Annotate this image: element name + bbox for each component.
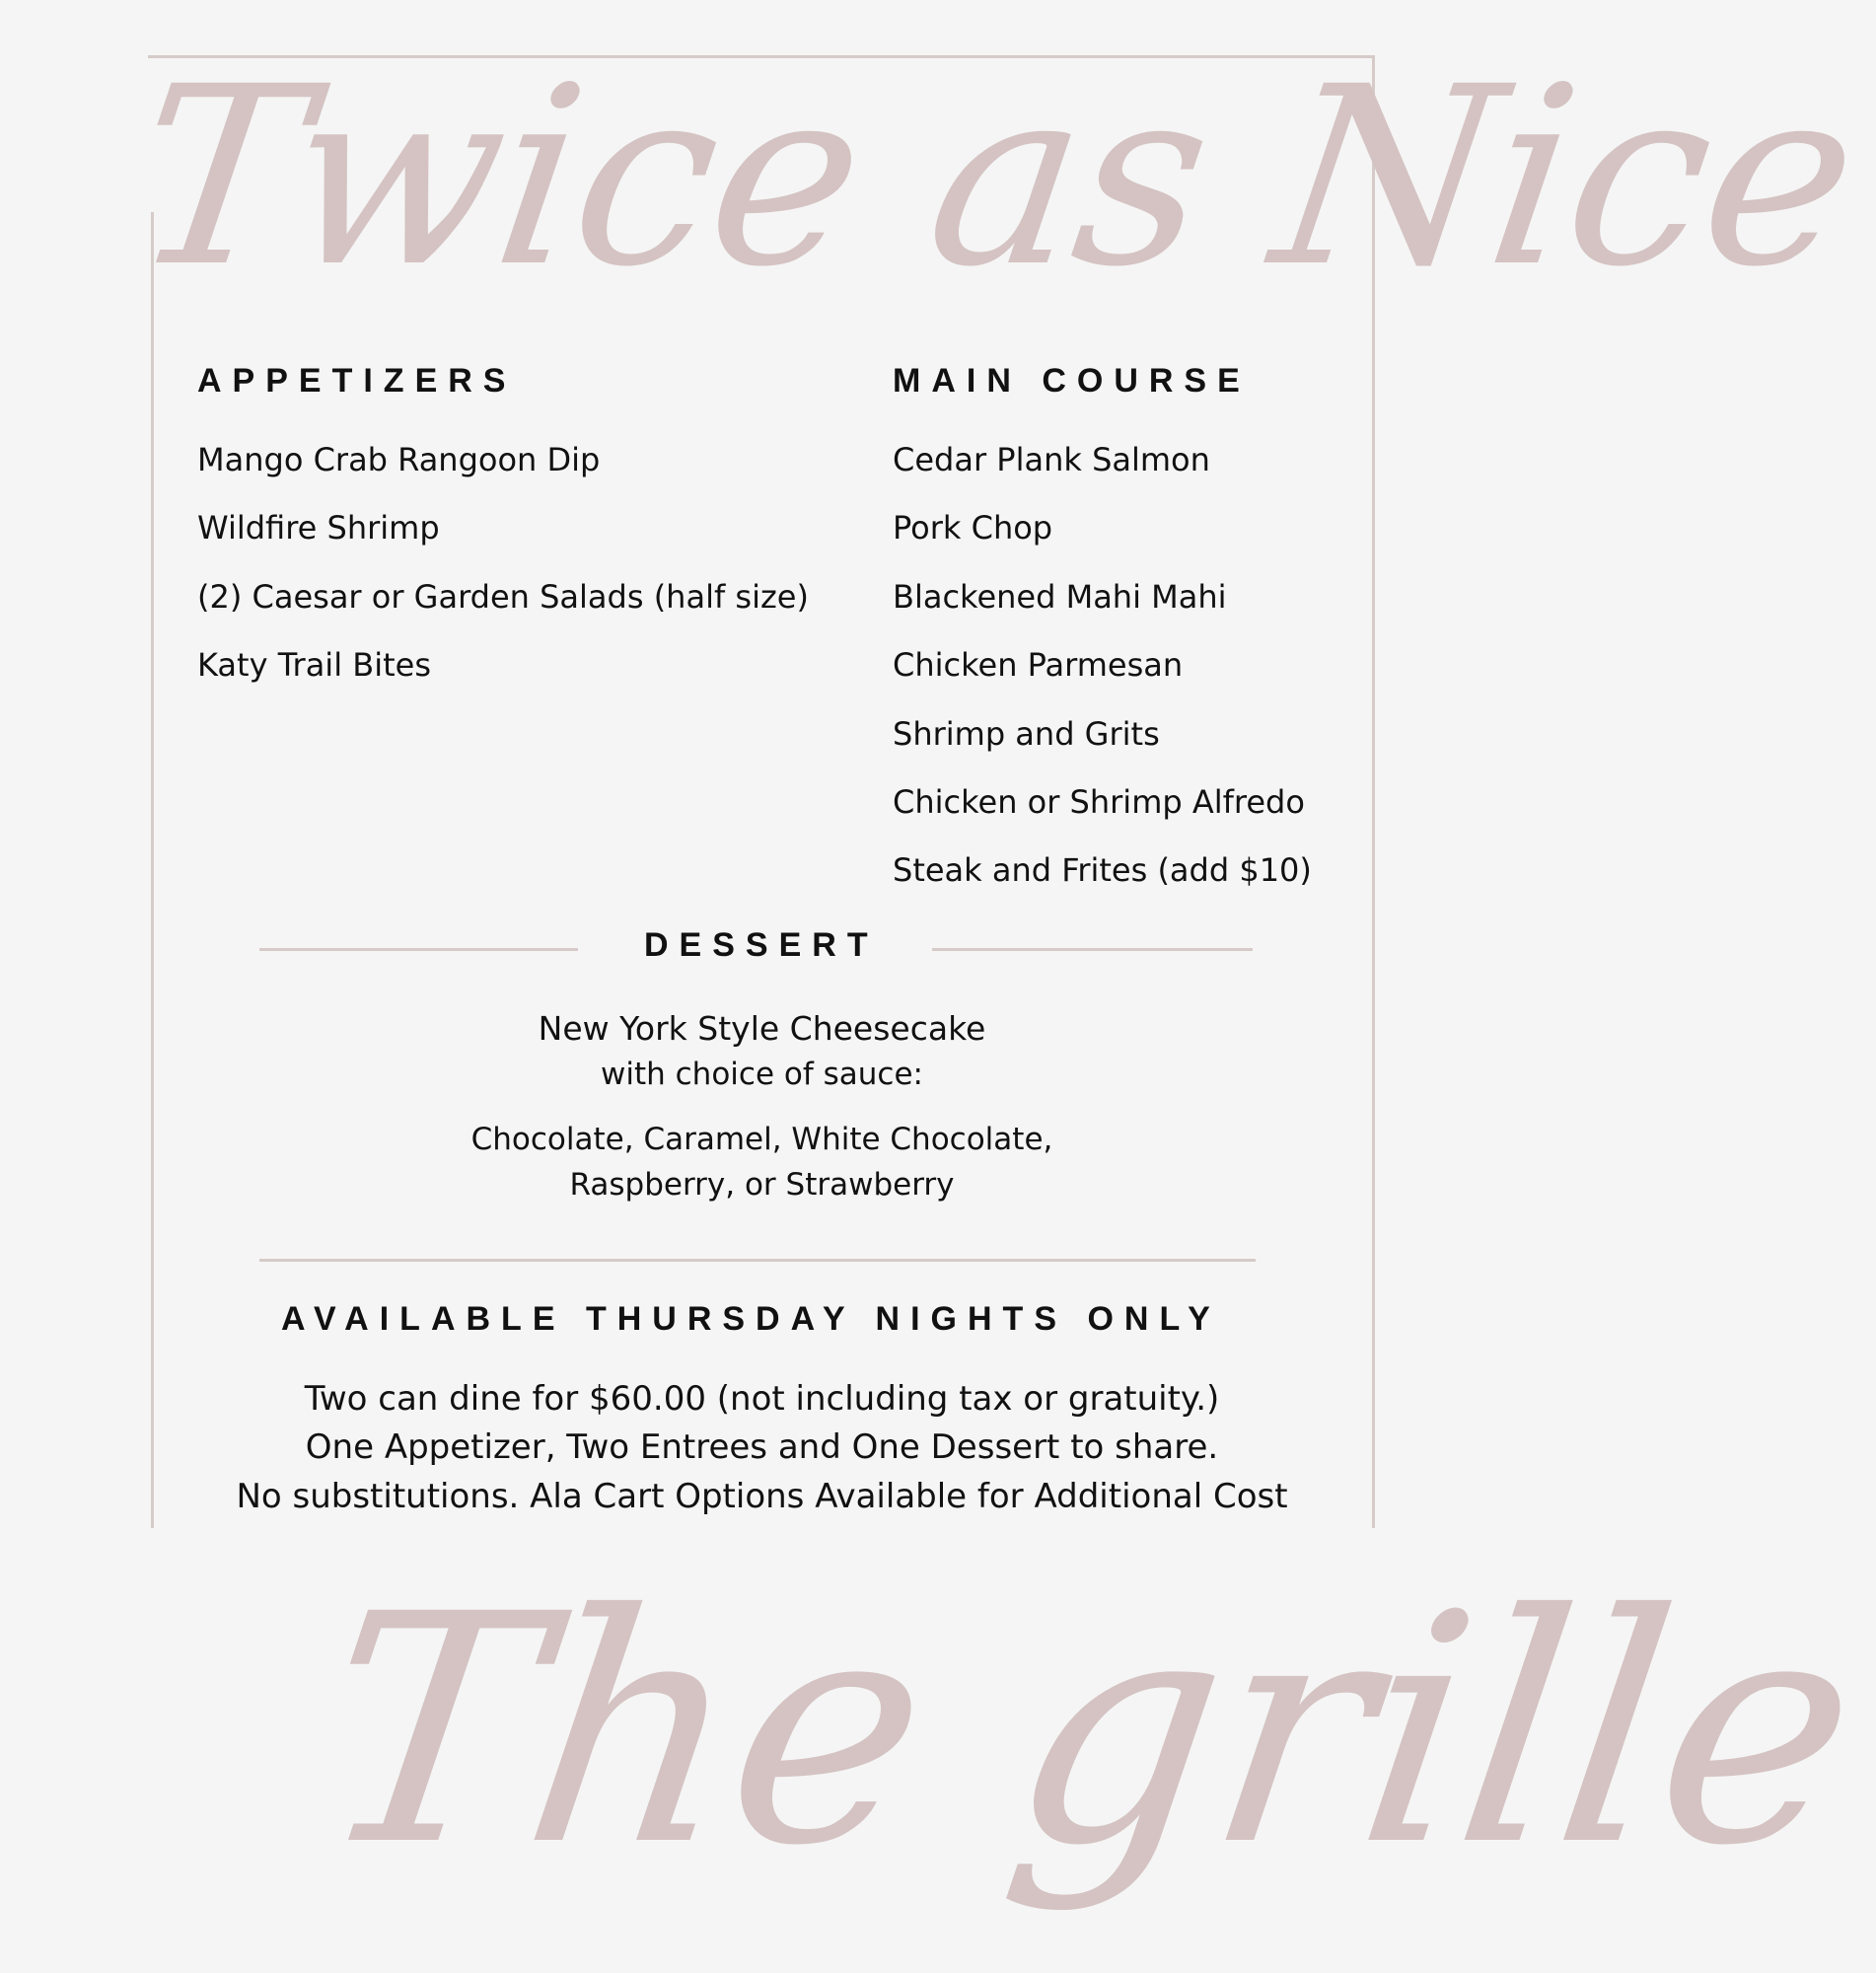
dessert-divider-left: [259, 948, 578, 951]
dessert-heading: DESSERT: [644, 926, 879, 964]
script-title-bottom: The grille: [299, 1548, 1875, 1915]
offer-includes-line: One Appetizer, Two Entrees and One Dessert to share.: [305, 1427, 1219, 1467]
main-course-list: [893, 426, 1312, 906]
offer-heading: AVAILABLE THURSDAY NIGHTS ONLY: [281, 1300, 1221, 1338]
main-course-heading: MAIN COURSE: [893, 362, 1251, 400]
main-course-item: Blackened Mahi Mahi: [893, 577, 1227, 616]
dessert-sauce-options-cont: Raspberry, or Strawberry: [569, 1167, 955, 1203]
appetizer-item: Katy Trail Bites: [197, 646, 431, 685]
offer-terms-line: No substitutions. Ala Cart Options Available for Additional Cost: [236, 1477, 1288, 1516]
frame-left-border: [151, 212, 154, 1528]
dessert-sauce-options: Chocolate, Caramel, White Chocolate,: [470, 1122, 1053, 1157]
appetizer-item: Mango Crab Rangoon Dip: [197, 441, 601, 478]
appetizer-item: Wildfire Shrimp: [197, 509, 440, 548]
main-course-item: Cedar Plank Salmon: [893, 441, 1210, 478]
offer-price-line: Two can dine for $60.00 (not including tax or gratuity.): [304, 1379, 1220, 1419]
appetizers-heading: APPETIZERS: [197, 362, 517, 400]
offer-divider: [259, 1259, 1256, 1262]
main-course-item: Chicken or Shrimp Alfredo: [893, 782, 1305, 821]
main-course-item: Shrimp and Grits: [893, 714, 1160, 753]
dessert-sauce-intro: with choice of sauce:: [601, 1057, 923, 1092]
script-title-top: Twice as Nice: [117, 34, 1872, 321]
dessert-divider-right: [932, 948, 1253, 951]
main-course-item: Chicken Parmesan: [893, 646, 1184, 685]
main-course-item: Steak and Frites (add $10): [893, 851, 1312, 890]
main-course-item: Pork Chop: [893, 509, 1053, 548]
appetizers-list: [197, 426, 809, 700]
dessert-name: New York Style Cheesecake: [538, 1009, 986, 1048]
appetizer-item: (2) Caesar or Garden Salads (half size): [197, 577, 809, 616]
